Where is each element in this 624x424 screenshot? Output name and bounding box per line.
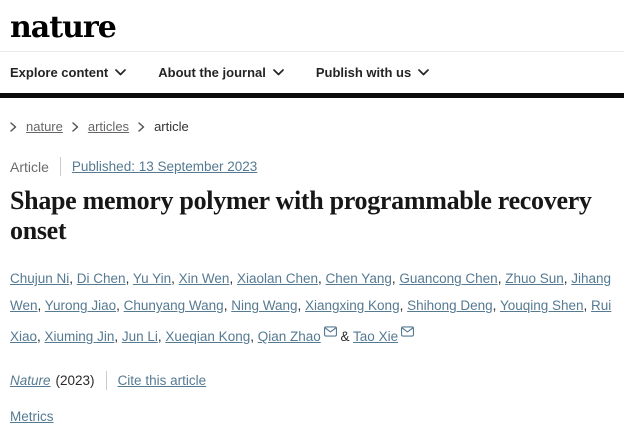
author-link[interactable]: Xiuming Jin (44, 329, 115, 344)
citation-row (10, 371, 614, 390)
author-separator: , (37, 298, 45, 313)
author-link[interactable]: Zhuo Sun (505, 271, 564, 286)
article-meta-row (10, 157, 614, 176)
breadcrumb-link[interactable]: articles (87, 119, 130, 134)
author-separator: , (583, 298, 592, 313)
chevron-right-icon (10, 122, 17, 132)
author-item (258, 329, 353, 344)
author-item (45, 329, 122, 344)
page-title: Shape memory polymer with programmable recovery onset (10, 186, 592, 245)
chevron-down-icon (273, 69, 284, 76)
envelope-icon[interactable] (401, 325, 414, 340)
author-separator: , (318, 271, 326, 286)
nav-item[interactable] (158, 65, 284, 80)
author-item (165, 329, 257, 344)
article-type-label: Article (10, 158, 49, 175)
author-item (399, 271, 505, 286)
author-separator: , (492, 298, 500, 313)
author-item (500, 298, 591, 313)
author-separator: , (157, 329, 166, 344)
author-item (237, 271, 326, 286)
author-link[interactable]: Xin Wen (178, 271, 230, 286)
author-separator: & (336, 329, 354, 344)
author-separator: , (37, 329, 45, 344)
breadcrumb-item (10, 119, 63, 134)
author-separator: , (223, 298, 232, 313)
metrics-row (10, 409, 614, 424)
author-link[interactable]: Jihang Wen (10, 271, 612, 313)
author-item (124, 298, 232, 313)
author-item (231, 298, 305, 313)
author-item (10, 271, 77, 286)
author-link[interactable]: Rui Xiao (10, 298, 612, 344)
author-link[interactable]: Xiangxing Kong (305, 298, 400, 313)
author-link[interactable]: Guancong Chen (399, 271, 498, 286)
author-separator: , (563, 271, 572, 286)
author-item (407, 298, 500, 313)
site-header (0, 0, 624, 51)
author-separator: , (125, 271, 133, 286)
author-link[interactable]: Xueqian Kong (165, 329, 251, 344)
author-item (305, 298, 407, 313)
author-item (133, 271, 179, 286)
author-link[interactable]: Qian Zhao (257, 329, 321, 344)
author-link[interactable]: Chujun Ni (10, 271, 70, 286)
author-separator: , (497, 271, 506, 286)
author-separator: , (250, 329, 258, 344)
nav-item-label: Publish with us (315, 65, 412, 80)
main-nav (0, 51, 624, 93)
author-item (179, 271, 237, 286)
author-link[interactable]: Youqing Shen (499, 298, 584, 313)
author-separator: , (171, 271, 179, 286)
author-link[interactable]: Di Chen (76, 271, 126, 286)
author-link[interactable]: Shihong Deng (407, 298, 493, 313)
journal-link[interactable]: Nature (10, 373, 51, 388)
author-item (353, 329, 414, 344)
cite-this-article-link[interactable]: Cite this article (117, 373, 207, 388)
authors-list (10, 265, 614, 350)
author-link[interactable]: Tao Xie (353, 329, 399, 344)
nature-logo[interactable]: nature (10, 10, 116, 45)
published-date-link[interactable]: Published: 13 September 2023 (71, 159, 258, 174)
breadcrumb-item (72, 119, 129, 134)
author-separator: , (399, 298, 408, 313)
chevron-down-icon (418, 69, 429, 76)
metrics-link[interactable]: Metrics (10, 409, 54, 424)
nav-item-label: Explore content (10, 65, 109, 80)
author-separator: , (69, 271, 77, 286)
envelope-icon[interactable] (324, 325, 337, 340)
nav-item-label: About the journal (158, 65, 266, 80)
chevron-down-icon (115, 69, 126, 76)
author-item (505, 271, 571, 286)
citation-year: (2023) (55, 373, 95, 388)
breadcrumb-link[interactable]: nature (26, 119, 63, 134)
author-item (326, 271, 400, 286)
author-link[interactable]: Yu Yin (132, 271, 172, 286)
breadcrumb-item (138, 119, 189, 134)
author-separator: , (391, 271, 400, 286)
author-separator: , (297, 298, 305, 313)
breadcrumb-link: article (154, 119, 189, 134)
author-link[interactable]: Chunyang Wang (123, 298, 224, 313)
meta-divider (60, 157, 61, 176)
author-separator: , (116, 298, 124, 313)
author-link[interactable]: Xiaolan Chen (236, 271, 319, 286)
author-separator: , (114, 329, 122, 344)
chevron-right-icon (72, 122, 79, 132)
author-item (122, 329, 166, 344)
nav-item[interactable] (316, 65, 429, 80)
breadcrumb (10, 119, 614, 134)
author-link[interactable]: Jun Li (121, 329, 158, 344)
author-item (45, 298, 124, 313)
nav-item[interactable] (10, 65, 126, 80)
author-link[interactable]: Ning Wang (231, 298, 298, 313)
author-item (77, 271, 133, 286)
citation-divider (106, 371, 107, 390)
author-link[interactable]: Yurong Jiao (44, 298, 117, 313)
author-separator: , (229, 271, 237, 286)
author-link[interactable]: Chen Yang (325, 271, 392, 286)
article-page (0, 98, 624, 424)
chevron-right-icon (138, 122, 145, 132)
